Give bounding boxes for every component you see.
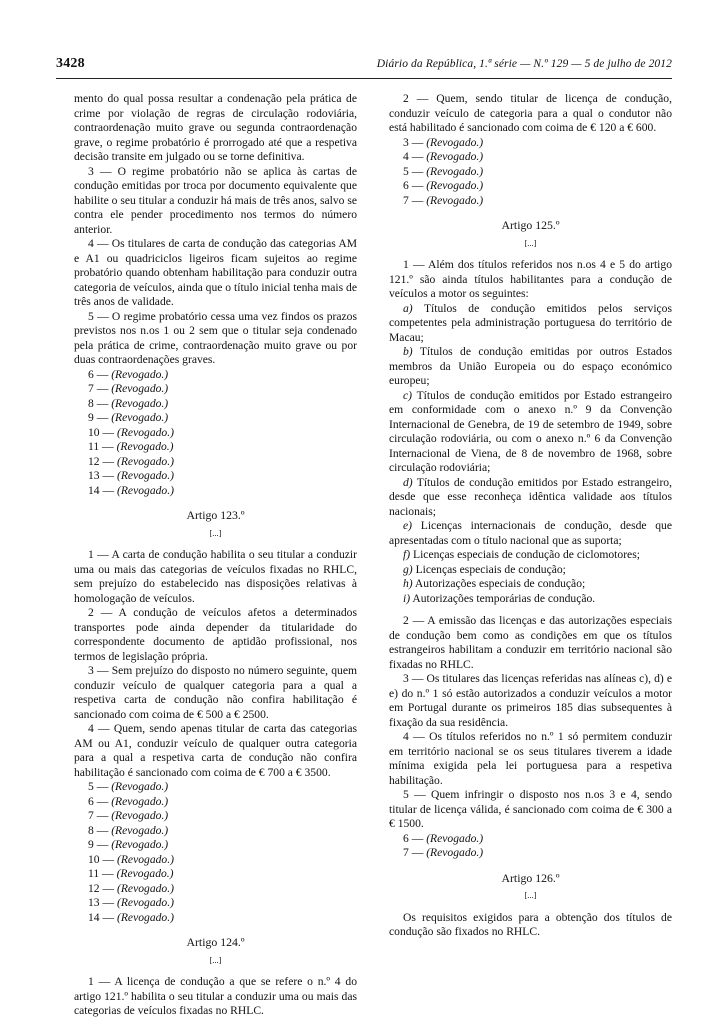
revoked-item (74, 838, 357, 853)
revoked-item-number: 13 — (88, 469, 117, 482)
paragraph: 3 — Sem prejuízo do disposto no número seguinte, quem conduzir veículo de qualquer categoria para a qual a respetiva carta de condução não confira habilitação é sancionado com coima de € 500 a € 2500. (74, 664, 357, 721)
revoked-item-number: 9 — (88, 838, 112, 851)
revoked-item (74, 809, 357, 824)
revoked-list (389, 136, 672, 209)
revoked-item (74, 824, 357, 839)
revoked-item-text: (Revogado.) (111, 396, 169, 410)
revoked-item-number: 7 — (403, 193, 427, 207)
revoked-item-number: 7 — (403, 846, 427, 859)
lettered-item (389, 563, 672, 578)
revoked-item-number: 8 — (88, 396, 112, 410)
article-125-title: Artigo 125.º (501, 218, 560, 232)
item-letter: a) (403, 301, 413, 315)
revoked-item-text: (Revogado.) (111, 367, 169, 381)
revoked-item-text: (Revogado.) (111, 794, 169, 808)
revoked-item (74, 368, 357, 383)
revoked-item-text: (Revogado.) (111, 823, 169, 837)
revoked-item (74, 397, 357, 412)
revoked-item-text: (Revogado.) (426, 831, 484, 845)
revoked-item (389, 832, 672, 847)
revoked-item-number: 6 — (88, 794, 112, 808)
item-text: Licenças internacionais de condução, desde que apresentadas com o título nacional que as suporta; (389, 519, 672, 547)
revoked-item (74, 853, 357, 868)
revoked-item-number: 9 — (88, 411, 112, 424)
right-column (389, 92, 672, 940)
revoked-item-text: (Revogado.) (111, 382, 169, 395)
revoked-item-number: 10 — (88, 852, 117, 866)
item-letter: b) (403, 345, 413, 358)
revoked-item-number: 11 — (88, 440, 117, 453)
paragraph: mento do qual possa resultar a condenação pela prática de crime por violação de regras de circulação rodoviária, contraordenação muito grave ou segunda contraordenação grave, o regime probatório é prorrogado até que a respetiva decisão transite em julgado ou se torne definitiva. (74, 92, 357, 163)
revoked-item-text: (Revogado.) (111, 411, 169, 424)
revoked-item-text: (Revogado.) (426, 193, 484, 207)
revoked-item-number: 12 — (88, 881, 117, 895)
revoked-item (74, 411, 357, 426)
revoked-item (74, 440, 357, 455)
left-column (74, 92, 357, 1019)
item-letter: h) (403, 577, 413, 590)
revoked-item-number: 11 — (88, 867, 117, 880)
paragraph: 2 — A condução de veículos afetos a determinados transportes pode ainda depender da titularidade do correspondente documento de aptidão profissional, nos termos de legislação própria. (74, 606, 357, 663)
item-letter: f) (403, 548, 411, 561)
item-letter: c) (403, 388, 413, 402)
revoked-item-number: 7 — (88, 809, 112, 822)
revoked-list (74, 780, 357, 925)
revoked-item (74, 882, 357, 897)
revoked-item-text: (Revogado.) (116, 454, 174, 468)
item-text: Títulos de condução emitidos por Estado estrangeiro, desde que esse reconheça idêntica validade aos títulos nacionais; (389, 475, 672, 518)
revoked-item-text: (Revogado.) (111, 809, 169, 822)
revoked-item-number: 6 — (403, 179, 427, 192)
revoked-item (74, 484, 357, 499)
revoked-item-text: (Revogado.) (116, 867, 174, 880)
revoked-item-number: 14 — (88, 483, 117, 497)
revoked-item (389, 194, 672, 209)
article-ellipsis: [...] (209, 527, 222, 538)
lettered-item (389, 519, 672, 548)
lettered-item (389, 302, 672, 346)
paragraph: 1 — Além dos títulos referidos nos n.os 4 e 5 do artigo 121.º são ainda títulos habilitantes para a condução de veículos a motor os seguintes: (389, 258, 672, 300)
paragraph: 4 — Quem, sendo apenas titular de carta das categorias AM ou A1, conduzir veículo de qualquer outra categoria para a qual a respetiva carta de condução não confira habilitação é sancionado com coima de € 700 a € 3500. (74, 722, 357, 779)
revoked-item-number: 6 — (88, 367, 112, 381)
revoked-item-text: (Revogado.) (116, 440, 174, 453)
article-ellipsis: [...] (524, 890, 537, 900)
lettered-item (389, 548, 672, 563)
revoked-item-text: (Revogado.) (426, 150, 484, 163)
revoked-item (74, 455, 357, 470)
paragraph: 5 — Quem infringir o disposto nos n.os 3 e 4, sendo titular de licença válida, é sancionado com coima de € 300 a € 1500. (389, 788, 672, 830)
revoked-item (389, 846, 672, 861)
revoked-item (74, 469, 357, 484)
item-letter: g) (403, 562, 413, 576)
revoked-item-number: 3 — (403, 135, 427, 149)
item-letter: d) (403, 475, 413, 489)
paragraph: 1 — A licença de condução a que se refere o n.º 4 do artigo 121.º habilita o seu titular a conduzir uma ou mais das categorias de veículos fixadas no RHLC. (74, 975, 357, 1017)
revoked-item-number: 12 — (88, 454, 117, 468)
article-ellipsis: [...] (209, 954, 222, 965)
revoked-item-text: (Revogado.) (111, 780, 169, 793)
revoked-item-text: (Revogado.) (116, 483, 174, 497)
revoked-item-number: 7 — (88, 382, 112, 395)
revoked-item-text: (Revogado.) (116, 910, 174, 924)
paragraph: 4 — Os títulos referidos no n.º 1 só permitem conduzir em território nacional se os seus titulares tiverem a idade mínima exigida pela lei portuguesa para a respetiva habilitação. (389, 730, 672, 787)
revoked-item (74, 896, 357, 911)
lettered-item (389, 345, 672, 389)
spacer (389, 606, 672, 614)
revoked-item-text: (Revogado.) (426, 135, 484, 149)
paragraph: 4 — Os titulares de carta de condução das categorias AM e A1 ou quadriciclos ligeiros ficam sujeitos ao regime probatório quando obtenham habilitação para conduzir outra categoria de veículos, ainda que o título inicial tenha mais de três anos de validade. (74, 237, 357, 308)
item-letter: e) (403, 519, 413, 532)
item-letter: i) (403, 591, 411, 605)
revoked-list (389, 832, 672, 861)
article-124-title: Artigo 124.º (186, 935, 245, 949)
item-text: Títulos de condução emitidos por Estado estrangeiro em conformidade com o anexo n.º 9 da Convenção Internacional de Genebra, de 19 de setembro de 1949, sobre circulação rodoviária, ou com o anexo n.º 6 da Convenção Internacional de Viena, de 8 de novembro de 1968, sobre circulação rodoviária; (389, 388, 672, 474)
revoked-item-text: (Revogado.) (116, 881, 174, 895)
item-text: Licenças especiais de condução; (412, 562, 566, 576)
revoked-item-text: (Revogado.) (426, 179, 484, 192)
journal-header: Diário da República, 1.ª série — N.º 129 — 5 de julho de 2012 (376, 58, 672, 70)
revoked-item (74, 780, 357, 795)
revoked-item (74, 867, 357, 882)
item-text: Títulos de condução emitidas por outros Estados membros da União Europeia ou do espaço económico europeu; (389, 345, 672, 387)
lettered-list (389, 302, 672, 607)
revoked-list (74, 368, 357, 499)
revoked-item-number: 13 — (88, 896, 117, 909)
article-ellipsis: [...] (524, 237, 537, 248)
paragraph: 2 — Quem, sendo titular de licença de condução, conduzir veículo de categoria para a qual o condutor não está habilitado é sancionado com coima de € 120 a € 600. (389, 92, 672, 134)
page-number: 3428 (56, 56, 85, 71)
revoked-item-text: (Revogado.) (116, 852, 174, 866)
revoked-item (74, 911, 357, 926)
revoked-item-text: (Revogado.) (116, 896, 174, 909)
lettered-item (389, 592, 672, 607)
revoked-item-text: (Revogado.) (426, 846, 484, 859)
revoked-item (389, 136, 672, 151)
revoked-item-number: 5 — (88, 780, 112, 793)
paragraph: 2 — A emissão das licenças e das autorizações especiais de condução bem como as condições em que os títulos estrangeiros habilitam a conduzir em território nacional são fixadas no RHLC. (389, 614, 672, 671)
paragraph: 5 — O regime probatório cessa uma vez findos os prazos previstos nos n.os 1 ou 2 sem que o titular seja condenado pela prática de crime, contraordenação muito grave ou por duas contraordenações graves. (74, 309, 357, 366)
revoked-item-text: (Revogado.) (426, 164, 484, 178)
revoked-item (74, 382, 357, 397)
revoked-item (389, 150, 672, 165)
item-text: Licenças especiais de condução de ciclomotores; (410, 548, 640, 561)
revoked-item-number: 6 — (403, 831, 427, 845)
revoked-item (74, 795, 357, 810)
paragraph: Os requisitos exigidos para a obtenção dos títulos de condução são fixados no RHLC. (389, 910, 672, 938)
revoked-item-number: 8 — (88, 823, 112, 837)
item-text: Autorizações temporárias de condução. (410, 591, 596, 605)
revoked-item (389, 165, 672, 180)
paragraph: 1 — A carta de condução habilita o seu titular a conduzir uma ou mais das categorias de veículos fixadas no RHLC, sem prejuízo do estabelecido nas disposições relativas à homologação de veículos. (74, 548, 357, 605)
revoked-item-text: (Revogado.) (116, 469, 174, 482)
item-text: Autorizações especiais de condução; (412, 577, 586, 590)
revoked-item-number: 4 — (403, 150, 427, 163)
item-text: Títulos de condução emitidos pelos serviços competentes pela administração portuguesa do território de Macau; (389, 301, 672, 344)
article-123-title: Artigo 123.º (186, 508, 245, 522)
revoked-item (74, 426, 357, 441)
paragraph: 3 — O regime probatório não se aplica às cartas de condução emitidas por troca por documento equivalente que habilite o seu titular a conduzir há mais de três anos, salvo se contra ele pender procedimento nos termos do número anterior. (74, 164, 357, 236)
header-rule (56, 78, 672, 79)
revoked-item (389, 179, 672, 194)
lettered-item (389, 389, 672, 476)
revoked-item-text: (Revogado.) (116, 425, 174, 439)
lettered-item (389, 577, 672, 592)
paragraph: 3 — Os titulares das licenças referidas nas alíneas c), d) e e) do n.º 1 só estão autorizados a conduzir veículos a motor em Portugal durante os primeiros 185 dias subsequentes à fixação da sua residência. (389, 672, 672, 729)
revoked-item-number: 10 — (88, 425, 117, 439)
revoked-item-number: 14 — (88, 910, 117, 924)
article-126-title: Artigo 126.º (501, 870, 560, 885)
revoked-item-text: (Revogado.) (111, 838, 169, 851)
revoked-item-number: 5 — (403, 164, 427, 178)
lettered-item (389, 476, 672, 520)
